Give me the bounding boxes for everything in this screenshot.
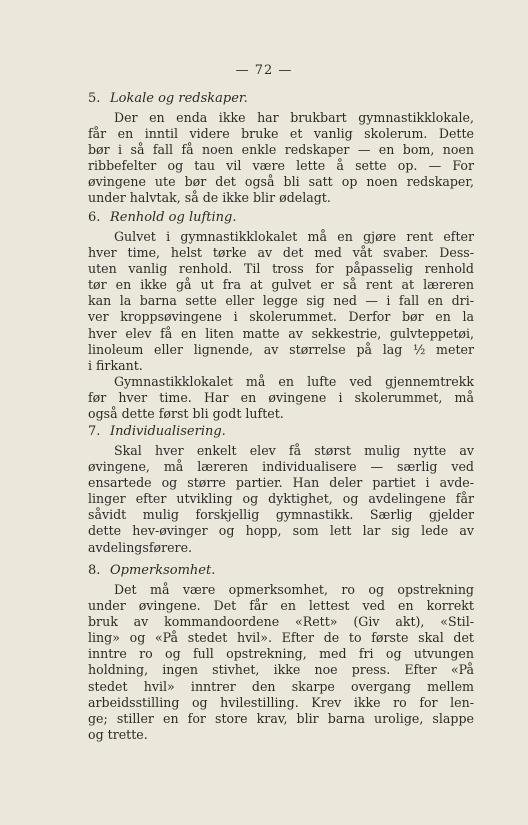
text-line: Der en enda ikke har brukbart gymnastikklokale,	[114, 110, 474, 125]
text-line: hver time, helst tørke av det med våt svaber. Dess-	[88, 245, 474, 261]
text-line: stedet hvil» inntrer den skarpe overgang mellem	[88, 678, 474, 694]
section-body	[88, 110, 474, 207]
text-line: øvingene ute bør det også bli satt op noen redskaper,	[88, 174, 474, 190]
section-number: 8.	[88, 563, 101, 578]
text-line: Gymnastikklokalet må en lufte ved gjennemtrekk	[114, 373, 474, 389]
section-lokale	[88, 91, 474, 207]
text-line: i firkant.	[88, 357, 143, 373]
section-heading	[88, 210, 474, 226]
text-line: under halvtak, så de ikke blir ødelagt.	[88, 190, 331, 206]
section-body	[88, 443, 474, 556]
section-title: Opmerksomhet.	[110, 563, 216, 578]
section-renhold	[88, 210, 474, 422]
text-line: såvidt mulig forskjellig gymnastikk. Særlig gjelder	[88, 507, 474, 523]
text-line: tør en ikke gå ut fra at gulvet er så rent at læreren	[88, 277, 474, 293]
text-line: avdelingsførere.	[88, 539, 193, 555]
section-title: Renhold og lufting.	[110, 210, 237, 225]
text-line: kan la barna sette eller legge sig ned — i fall en dri-	[88, 293, 474, 309]
text-line: og trette.	[88, 726, 148, 742]
section-opmerksomhet	[88, 563, 474, 743]
text-line: ensartede og større partier. Han deler partiet i avde-	[88, 475, 474, 491]
text-line: ver kroppsøvingene i skolerummet. Derfor bør en la	[88, 309, 474, 325]
text-line: får en inntil videre bruke et vanlig skolerum. Dette	[88, 126, 474, 142]
page-number: — 72 —	[235, 63, 293, 78]
section-title: Lokale og redskaper.	[110, 91, 248, 106]
text-line: uten vanlig renhold. Til tross for påpasselig renhold	[88, 261, 474, 277]
text-line: hver elev få en liten matte av sekkestrie, gulvteppetøi,	[88, 325, 474, 341]
text-line: Skal hver enkelt elev få størst mulig nytte av	[114, 443, 474, 458]
text-line: dette hev-øvinger og hopp, som lett lar sig lede av	[88, 523, 474, 539]
text-line: ge; stiller en for store krav, blir barna urolige, slappe	[88, 710, 474, 726]
text-line: bruk av kommandoordene «Rett» (Giv akt), «Stil-	[88, 614, 474, 630]
text-line: også dette først bli godt luftet.	[88, 406, 284, 422]
section-body	[88, 229, 474, 422]
text-line: under øvingene. Det får en lettest ved en korrekt	[88, 598, 474, 614]
section-number: 6.	[88, 210, 101, 225]
section-title: Individualisering.	[110, 424, 226, 439]
text-line: holdning, ingen stivhet, ikke noe press. Efter «På	[88, 662, 474, 678]
text-line: Det må være opmerksomhet, ro og opstrekning	[114, 582, 474, 597]
section-number: 7.	[88, 424, 101, 439]
text-line: bør i så fall få noen enkle redskaper — en bom, noen	[88, 142, 474, 158]
section-heading	[88, 91, 474, 107]
section-number: 5.	[88, 91, 101, 106]
text-line: arbeidsstilling og hvilestilling. Krev ikke ro for len-	[88, 694, 474, 710]
text-line: ribbefelter og tau vil være lette å sette op. — For	[88, 158, 474, 174]
text-line: ling» og «På stedet hvil». Efter de to første skal det	[88, 630, 474, 646]
section-heading	[88, 424, 474, 440]
text-line: linoleum eller lignende, av størrelse på lag ½ meter	[88, 341, 474, 357]
text-line: inntre ro og full opstrekning, med fri og utvungen	[88, 646, 474, 662]
text-line: linger efter utvikling og dyktighet, og avdelingene får	[88, 491, 474, 507]
text-line: før hver time. Har en øvingene i skolerummet, må	[88, 389, 474, 405]
section-body	[88, 582, 474, 743]
text-line: Gulvet i gymnastikklokalet må en gjøre rent efter	[114, 229, 474, 244]
section-heading	[88, 563, 474, 579]
section-individualisering	[88, 424, 474, 556]
text-line: øvingene, må læreren individualisere — særlig ved	[88, 459, 474, 475]
